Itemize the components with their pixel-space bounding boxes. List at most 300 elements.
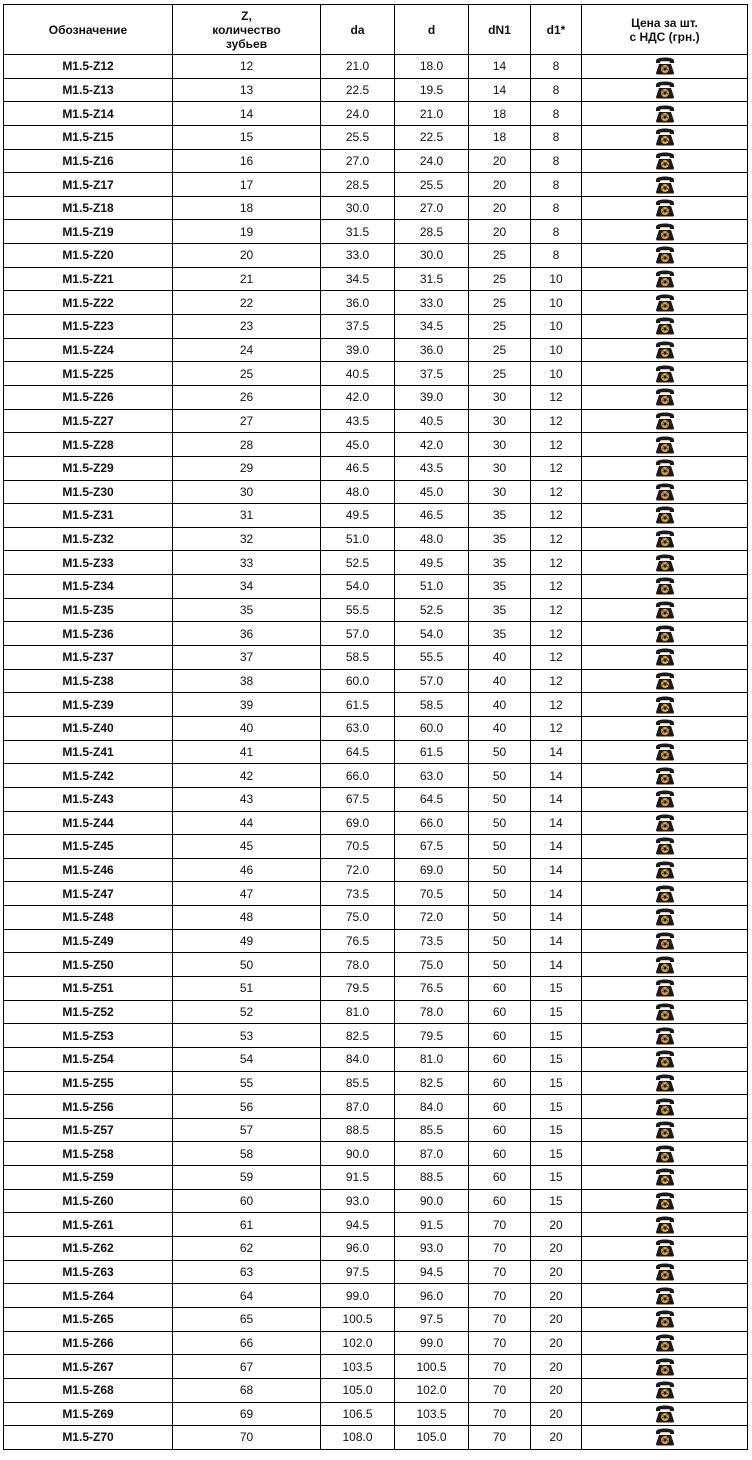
cell-price[interactable] bbox=[582, 716, 748, 740]
cell-z: 39 bbox=[173, 693, 321, 717]
cell-d1: 14 bbox=[531, 906, 582, 930]
cell-dn1: 50 bbox=[469, 953, 531, 977]
cell-dn1: 25 bbox=[469, 267, 531, 291]
cell-da: 28.5 bbox=[321, 173, 395, 197]
cell-price[interactable] bbox=[582, 551, 748, 575]
cell-d1: 8 bbox=[531, 102, 582, 126]
cell-d1: 10 bbox=[531, 338, 582, 362]
cell-dn1: 70 bbox=[469, 1402, 531, 1426]
table-row bbox=[4, 149, 748, 173]
telephone-icon[interactable] bbox=[654, 341, 676, 359]
telephone-icon[interactable] bbox=[654, 1263, 676, 1281]
cell-dn1: 60 bbox=[469, 976, 531, 1000]
cell-dn1: 30 bbox=[469, 433, 531, 457]
cell-d: 18.0 bbox=[395, 55, 469, 79]
cell-z: 24 bbox=[173, 338, 321, 362]
cell-d: 19.5 bbox=[395, 78, 469, 102]
cell-d1: 20 bbox=[531, 1426, 582, 1450]
telephone-icon[interactable] bbox=[654, 837, 676, 855]
telephone-icon[interactable] bbox=[654, 365, 676, 383]
cell-price[interactable] bbox=[582, 598, 748, 622]
telephone-icon[interactable] bbox=[654, 270, 676, 288]
telephone-icon[interactable] bbox=[654, 105, 676, 123]
cell-price[interactable] bbox=[582, 1095, 748, 1119]
table-row bbox=[4, 740, 748, 764]
cell-price[interactable] bbox=[582, 527, 748, 551]
cell-price[interactable] bbox=[582, 622, 748, 646]
cell-d: 48.0 bbox=[395, 527, 469, 551]
cell-da: 72.0 bbox=[321, 858, 395, 882]
cell-da: 30.0 bbox=[321, 196, 395, 220]
table-row bbox=[4, 102, 748, 126]
cell-d: 81.0 bbox=[395, 1047, 469, 1071]
cell-price[interactable] bbox=[582, 220, 748, 244]
telephone-icon[interactable] bbox=[654, 1098, 676, 1116]
cell-designation: M1.5-Z42 bbox=[4, 764, 173, 788]
cell-price[interactable] bbox=[582, 575, 748, 599]
cell-d: 102.0 bbox=[395, 1378, 469, 1402]
cell-designation: M1.5-Z61 bbox=[4, 1213, 173, 1237]
cell-z: 36 bbox=[173, 622, 321, 646]
telephone-icon[interactable] bbox=[654, 1074, 676, 1092]
cell-z: 46 bbox=[173, 858, 321, 882]
cell-dn1: 50 bbox=[469, 882, 531, 906]
cell-d: 69.0 bbox=[395, 858, 469, 882]
telephone-icon[interactable] bbox=[654, 1216, 676, 1234]
cell-d: 42.0 bbox=[395, 433, 469, 457]
cell-price[interactable] bbox=[582, 504, 748, 528]
cell-d1: 14 bbox=[531, 811, 582, 835]
cell-d1: 15 bbox=[531, 1024, 582, 1048]
telephone-icon[interactable] bbox=[654, 1405, 676, 1423]
cell-designation: M1.5-Z27 bbox=[4, 409, 173, 433]
table-row bbox=[4, 78, 748, 102]
cell-designation: M1.5-Z59 bbox=[4, 1166, 173, 1190]
cell-da: 39.0 bbox=[321, 338, 395, 362]
header-teeth-line3: зубьев bbox=[225, 36, 268, 51]
telephone-icon[interactable] bbox=[654, 1334, 676, 1352]
cell-price[interactable] bbox=[582, 173, 748, 197]
cell-price[interactable] bbox=[582, 669, 748, 693]
cell-price[interactable] bbox=[582, 480, 748, 504]
telephone-icon[interactable] bbox=[654, 412, 676, 430]
cell-dn1: 25 bbox=[469, 244, 531, 268]
telephone-icon[interactable] bbox=[654, 152, 676, 170]
cell-d1: 20 bbox=[531, 1331, 582, 1355]
table-row bbox=[4, 291, 748, 315]
telephone-icon[interactable] bbox=[654, 885, 676, 903]
telephone-icon[interactable] bbox=[654, 459, 676, 477]
cell-d1: 12 bbox=[531, 433, 582, 457]
cell-dn1: 40 bbox=[469, 716, 531, 740]
cell-designation: M1.5-Z30 bbox=[4, 480, 173, 504]
cell-price[interactable] bbox=[582, 1071, 748, 1095]
table-row bbox=[4, 953, 748, 977]
cell-da: 66.0 bbox=[321, 764, 395, 788]
cell-price[interactable] bbox=[582, 78, 748, 102]
table-row bbox=[4, 409, 748, 433]
cell-d: 36.0 bbox=[395, 338, 469, 362]
cell-d1: 20 bbox=[531, 1355, 582, 1379]
cell-da: 91.5 bbox=[321, 1166, 395, 1190]
cell-designation: M1.5-Z47 bbox=[4, 882, 173, 906]
cell-da: 75.0 bbox=[321, 906, 395, 930]
cell-d1: 20 bbox=[531, 1213, 582, 1237]
cell-da: 76.5 bbox=[321, 929, 395, 953]
telephone-icon[interactable] bbox=[654, 1239, 676, 1257]
cell-designation: M1.5-Z15 bbox=[4, 125, 173, 149]
cell-d: 54.0 bbox=[395, 622, 469, 646]
cell-z: 35 bbox=[173, 598, 321, 622]
cell-designation: M1.5-Z17 bbox=[4, 173, 173, 197]
telephone-icon[interactable] bbox=[654, 1168, 676, 1186]
cell-z: 31 bbox=[173, 504, 321, 528]
cell-designation: M1.5-Z31 bbox=[4, 504, 173, 528]
cell-z: 38 bbox=[173, 669, 321, 693]
cell-d: 31.5 bbox=[395, 267, 469, 291]
cell-price[interactable] bbox=[582, 456, 748, 480]
telephone-icon[interactable] bbox=[654, 767, 676, 785]
cell-price[interactable] bbox=[582, 433, 748, 457]
telephone-icon[interactable] bbox=[654, 1003, 676, 1021]
cell-dn1: 70 bbox=[469, 1237, 531, 1261]
cell-designation: M1.5-Z25 bbox=[4, 362, 173, 386]
cell-price[interactable] bbox=[582, 149, 748, 173]
telephone-icon[interactable] bbox=[654, 199, 676, 217]
cell-designation: M1.5-Z50 bbox=[4, 953, 173, 977]
header-teeth-count bbox=[173, 5, 321, 55]
telephone-icon[interactable] bbox=[654, 436, 676, 454]
table-row bbox=[4, 1284, 748, 1308]
cell-d1: 8 bbox=[531, 149, 582, 173]
cell-designation: M1.5-Z41 bbox=[4, 740, 173, 764]
cell-price[interactable] bbox=[582, 646, 748, 670]
cell-d: 25.5 bbox=[395, 173, 469, 197]
telephone-icon[interactable] bbox=[654, 530, 676, 548]
telephone-icon[interactable] bbox=[654, 908, 676, 926]
telephone-icon[interactable] bbox=[654, 719, 676, 737]
cell-price[interactable] bbox=[582, 1189, 748, 1213]
cell-price[interactable] bbox=[582, 693, 748, 717]
table-row bbox=[4, 244, 748, 268]
table-row bbox=[4, 196, 748, 220]
cell-da: 87.0 bbox=[321, 1095, 395, 1119]
cell-dn1: 70 bbox=[469, 1213, 531, 1237]
cell-d: 43.5 bbox=[395, 456, 469, 480]
cell-da: 60.0 bbox=[321, 669, 395, 693]
table-row bbox=[4, 267, 748, 291]
cell-z: 53 bbox=[173, 1024, 321, 1048]
cell-z: 60 bbox=[173, 1189, 321, 1213]
cell-d: 51.0 bbox=[395, 575, 469, 599]
telephone-icon[interactable] bbox=[654, 648, 676, 666]
table-row bbox=[4, 1166, 748, 1190]
cell-price[interactable] bbox=[582, 1260, 748, 1284]
telephone-icon[interactable] bbox=[654, 1428, 676, 1446]
cell-dn1: 40 bbox=[469, 646, 531, 670]
cell-price[interactable] bbox=[582, 1402, 748, 1426]
cell-price[interactable] bbox=[582, 882, 748, 906]
cell-designation: M1.5-Z53 bbox=[4, 1024, 173, 1048]
cell-d: 39.0 bbox=[395, 385, 469, 409]
telephone-icon[interactable] bbox=[654, 81, 676, 99]
table-row bbox=[4, 646, 748, 670]
table-row bbox=[4, 1307, 748, 1331]
cell-d1: 10 bbox=[531, 315, 582, 339]
cell-price[interactable] bbox=[582, 1284, 748, 1308]
table-row bbox=[4, 669, 748, 693]
cell-da: 45.0 bbox=[321, 433, 395, 457]
cell-z: 12 bbox=[173, 55, 321, 79]
cell-d1: 12 bbox=[531, 480, 582, 504]
cell-designation: M1.5-Z46 bbox=[4, 858, 173, 882]
cell-z: 22 bbox=[173, 291, 321, 315]
cell-dn1: 35 bbox=[469, 622, 531, 646]
cell-z: 28 bbox=[173, 433, 321, 457]
cell-price[interactable] bbox=[582, 764, 748, 788]
cell-da: 31.5 bbox=[321, 220, 395, 244]
cell-z: 70 bbox=[173, 1426, 321, 1450]
cell-d1: 20 bbox=[531, 1284, 582, 1308]
cell-price[interactable] bbox=[582, 1047, 748, 1071]
cell-d1: 14 bbox=[531, 929, 582, 953]
telephone-icon[interactable] bbox=[654, 388, 676, 406]
cell-da: 43.5 bbox=[321, 409, 395, 433]
cell-z: 19 bbox=[173, 220, 321, 244]
cell-z: 32 bbox=[173, 527, 321, 551]
cell-z: 50 bbox=[173, 953, 321, 977]
cell-d1: 8 bbox=[531, 220, 582, 244]
cell-price[interactable] bbox=[582, 196, 748, 220]
cell-price[interactable] bbox=[582, 1307, 748, 1331]
cell-z: 33 bbox=[173, 551, 321, 575]
cell-d: 67.5 bbox=[395, 835, 469, 859]
cell-price[interactable] bbox=[582, 929, 748, 953]
table-row bbox=[4, 1047, 748, 1071]
cell-dn1: 70 bbox=[469, 1260, 531, 1284]
telephone-icon[interactable] bbox=[654, 1287, 676, 1305]
cell-price[interactable] bbox=[582, 1118, 748, 1142]
cell-da: 73.5 bbox=[321, 882, 395, 906]
cell-d1: 10 bbox=[531, 291, 582, 315]
table-row bbox=[4, 1355, 748, 1379]
header-d1: d1* bbox=[531, 5, 582, 55]
cell-z: 51 bbox=[173, 976, 321, 1000]
cell-da: 96.0 bbox=[321, 1237, 395, 1261]
table-row bbox=[4, 338, 748, 362]
cell-dn1: 50 bbox=[469, 764, 531, 788]
cell-price[interactable] bbox=[582, 858, 748, 882]
cell-price[interactable] bbox=[582, 1355, 748, 1379]
cell-price[interactable] bbox=[582, 125, 748, 149]
telephone-icon[interactable] bbox=[654, 577, 676, 595]
cell-price[interactable] bbox=[582, 1213, 748, 1237]
cell-z: 64 bbox=[173, 1284, 321, 1308]
cell-price[interactable] bbox=[582, 244, 748, 268]
cell-price[interactable] bbox=[582, 906, 748, 930]
telephone-icon[interactable] bbox=[654, 1310, 676, 1328]
cell-d: 24.0 bbox=[395, 149, 469, 173]
telephone-icon[interactable] bbox=[654, 625, 676, 643]
cell-z: 42 bbox=[173, 764, 321, 788]
telephone-icon[interactable] bbox=[654, 743, 676, 761]
telephone-icon[interactable] bbox=[654, 861, 676, 879]
table-row bbox=[4, 1237, 748, 1261]
telephone-icon[interactable] bbox=[654, 956, 676, 974]
cell-designation: M1.5-Z36 bbox=[4, 622, 173, 646]
cell-price[interactable] bbox=[582, 1426, 748, 1450]
cell-d: 58.5 bbox=[395, 693, 469, 717]
cell-price[interactable] bbox=[582, 55, 748, 79]
cell-d1: 12 bbox=[531, 409, 582, 433]
cell-d: 30.0 bbox=[395, 244, 469, 268]
telephone-icon[interactable] bbox=[654, 176, 676, 194]
cell-price[interactable] bbox=[582, 1000, 748, 1024]
cell-price[interactable] bbox=[582, 787, 748, 811]
cell-price[interactable] bbox=[582, 953, 748, 977]
cell-designation: M1.5-Z21 bbox=[4, 267, 173, 291]
telephone-icon[interactable] bbox=[654, 1121, 676, 1139]
telephone-icon[interactable] bbox=[654, 294, 676, 312]
cell-z: 15 bbox=[173, 125, 321, 149]
telephone-icon[interactable] bbox=[654, 128, 676, 146]
cell-d: 40.5 bbox=[395, 409, 469, 433]
table-row bbox=[4, 693, 748, 717]
cell-price[interactable] bbox=[582, 740, 748, 764]
cell-z: 63 bbox=[173, 1260, 321, 1284]
telephone-icon[interactable] bbox=[654, 317, 676, 335]
cell-da: 34.5 bbox=[321, 267, 395, 291]
cell-da: 52.5 bbox=[321, 551, 395, 575]
table-row bbox=[4, 385, 748, 409]
cell-da: 108.0 bbox=[321, 1426, 395, 1450]
cell-price[interactable] bbox=[582, 338, 748, 362]
cell-dn1: 50 bbox=[469, 858, 531, 882]
cell-z: 55 bbox=[173, 1071, 321, 1095]
cell-designation: M1.5-Z14 bbox=[4, 102, 173, 126]
header-d: d bbox=[395, 5, 469, 55]
telephone-icon[interactable] bbox=[654, 57, 676, 75]
telephone-icon[interactable] bbox=[654, 814, 676, 832]
cell-da: 22.5 bbox=[321, 78, 395, 102]
cell-z: 68 bbox=[173, 1378, 321, 1402]
cell-price[interactable] bbox=[582, 1378, 748, 1402]
cell-d1: 12 bbox=[531, 456, 582, 480]
cell-price[interactable] bbox=[582, 267, 748, 291]
cell-da: 40.5 bbox=[321, 362, 395, 386]
cell-d1: 15 bbox=[531, 1166, 582, 1190]
telephone-icon[interactable] bbox=[654, 1192, 676, 1210]
table-row bbox=[4, 976, 748, 1000]
telephone-icon[interactable] bbox=[654, 696, 676, 714]
cell-z: 34 bbox=[173, 575, 321, 599]
cell-z: 57 bbox=[173, 1118, 321, 1142]
telephone-icon[interactable] bbox=[654, 1381, 676, 1399]
cell-designation: M1.5-Z43 bbox=[4, 787, 173, 811]
telephone-icon[interactable] bbox=[654, 979, 676, 997]
header-row bbox=[4, 5, 748, 55]
table-row bbox=[4, 1402, 748, 1426]
cell-d: 37.5 bbox=[395, 362, 469, 386]
cell-designation: M1.5-Z64 bbox=[4, 1284, 173, 1308]
telephone-icon[interactable] bbox=[654, 246, 676, 264]
telephone-icon[interactable] bbox=[654, 790, 676, 808]
cell-d1: 12 bbox=[531, 693, 582, 717]
cell-price[interactable] bbox=[582, 409, 748, 433]
cell-d: 75.0 bbox=[395, 953, 469, 977]
cell-d: 34.5 bbox=[395, 315, 469, 339]
table-row bbox=[4, 1189, 748, 1213]
table-row bbox=[4, 858, 748, 882]
cell-price[interactable] bbox=[582, 362, 748, 386]
telephone-icon[interactable] bbox=[654, 554, 676, 572]
cell-designation: M1.5-Z66 bbox=[4, 1331, 173, 1355]
cell-d: 91.5 bbox=[395, 1213, 469, 1237]
cell-d1: 12 bbox=[531, 551, 582, 575]
cell-designation: M1.5-Z12 bbox=[4, 55, 173, 79]
cell-z: 44 bbox=[173, 811, 321, 835]
cell-dn1: 50 bbox=[469, 811, 531, 835]
cell-price[interactable] bbox=[582, 1142, 748, 1166]
cell-da: 25.5 bbox=[321, 125, 395, 149]
telephone-icon[interactable] bbox=[654, 672, 676, 690]
cell-price[interactable] bbox=[582, 1024, 748, 1048]
telephone-icon[interactable] bbox=[654, 506, 676, 524]
table-row bbox=[4, 125, 748, 149]
cell-designation: M1.5-Z54 bbox=[4, 1047, 173, 1071]
cell-dn1: 14 bbox=[469, 55, 531, 79]
cell-price[interactable] bbox=[582, 385, 748, 409]
cell-designation: M1.5-Z18 bbox=[4, 196, 173, 220]
cell-designation: M1.5-Z22 bbox=[4, 291, 173, 315]
cell-z: 48 bbox=[173, 906, 321, 930]
cell-z: 29 bbox=[173, 456, 321, 480]
header-price-line2: с НДС (грн.) bbox=[629, 29, 700, 44]
telephone-icon[interactable] bbox=[654, 1027, 676, 1045]
cell-price[interactable] bbox=[582, 811, 748, 835]
cell-da: 88.5 bbox=[321, 1118, 395, 1142]
telephone-icon[interactable] bbox=[654, 223, 676, 241]
cell-price[interactable] bbox=[582, 835, 748, 859]
cell-price[interactable] bbox=[582, 1331, 748, 1355]
telephone-icon[interactable] bbox=[654, 932, 676, 950]
telephone-icon[interactable] bbox=[654, 1145, 676, 1163]
cell-price[interactable] bbox=[582, 1237, 748, 1261]
cell-d: 100.5 bbox=[395, 1355, 469, 1379]
cell-da: 99.0 bbox=[321, 1284, 395, 1308]
cell-da: 67.5 bbox=[321, 787, 395, 811]
cell-price[interactable] bbox=[582, 102, 748, 126]
cell-designation: M1.5-Z62 bbox=[4, 1237, 173, 1261]
cell-dn1: 50 bbox=[469, 835, 531, 859]
telephone-icon[interactable] bbox=[654, 483, 676, 501]
cell-designation: M1.5-Z51 bbox=[4, 976, 173, 1000]
telephone-icon[interactable] bbox=[654, 1358, 676, 1376]
telephone-icon[interactable] bbox=[654, 1050, 676, 1068]
cell-price[interactable] bbox=[582, 291, 748, 315]
cell-price[interactable] bbox=[582, 976, 748, 1000]
cell-designation: M1.5-Z63 bbox=[4, 1260, 173, 1284]
cell-price[interactable] bbox=[582, 315, 748, 339]
cell-da: 27.0 bbox=[321, 149, 395, 173]
cell-d: 63.0 bbox=[395, 764, 469, 788]
cell-price[interactable] bbox=[582, 1166, 748, 1190]
cell-d1: 8 bbox=[531, 55, 582, 79]
telephone-icon[interactable] bbox=[654, 601, 676, 619]
cell-d: 105.0 bbox=[395, 1426, 469, 1450]
cell-z: 13 bbox=[173, 78, 321, 102]
cell-da: 70.5 bbox=[321, 835, 395, 859]
